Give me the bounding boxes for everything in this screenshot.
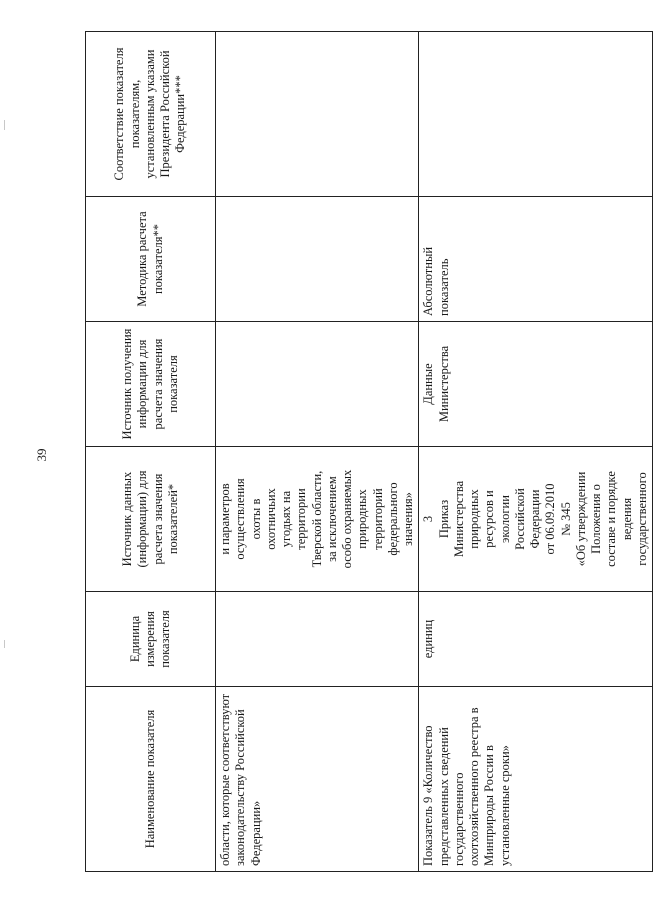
cell-line: охоты в [248, 498, 263, 540]
cell-unit [216, 592, 419, 687]
cell-line: и параметров [218, 483, 232, 555]
header-source-data: Источник данных (информации) для расчета значения показателей* [86, 447, 216, 592]
cell-line: федерального [385, 482, 400, 556]
table-row [419, 32, 653, 872]
cell-line: природных [467, 489, 481, 549]
cell-line: Положения о [589, 484, 603, 554]
cell-line: охотничьих [263, 488, 278, 550]
table-header-row [86, 32, 216, 872]
scan-mark [4, 120, 5, 130]
cell-line: Министерства [451, 480, 466, 558]
cell-source-info: Данные Министерства [419, 322, 653, 447]
header-compliance: Соответствие показателя показателям, установленным указами Президента Российской Федерации*** [86, 32, 216, 197]
header-method: Методика расчета показателя** [86, 197, 216, 322]
cell-indicator-name: области, которые соответствуют законодательству Российской Федерации» [216, 687, 419, 872]
cell-line: за исключением [324, 476, 339, 562]
cell-line: Федерации [528, 489, 542, 549]
cell-line: ведения [619, 497, 634, 541]
indicator-table-container [85, 32, 649, 872]
cell-line: ресурсов и [482, 490, 497, 548]
cell-line: № 345 [558, 502, 573, 536]
cell-line: природных [355, 489, 370, 549]
cell-line: 3 [421, 515, 436, 523]
cell-line: от 06.09.2010 [543, 483, 558, 555]
cell-line: Тверской области, [309, 470, 324, 568]
cell-line: территории [294, 488, 309, 550]
cell-line: «Об утверждении [573, 471, 588, 567]
scan-mark [4, 640, 5, 648]
cell-line: территорий [370, 488, 385, 550]
cell-line: Приказ [436, 499, 451, 539]
page-number: 39 [34, 448, 49, 462]
cell-compliance [216, 32, 419, 197]
cell-unit: единиц [419, 592, 653, 687]
indicator-table-rotated [85, 32, 649, 872]
cell-line: угодьях на [279, 490, 293, 548]
cell-line: осуществления [233, 478, 248, 560]
cell-compliance [419, 32, 653, 197]
cell-line: составе и порядке [604, 471, 619, 567]
cell-source-info [216, 322, 419, 447]
cell-line: государственного [634, 472, 649, 566]
header-unit: Единица измерения показателя [86, 592, 216, 687]
indicator-table [85, 31, 653, 872]
cell-line: особо охраняемых [340, 469, 354, 569]
header-source-info: Источник получения информации для расчета значения показателя [86, 322, 216, 447]
cell-indicator-name: Показатель 9 «Количество представленных сведений государственного охотхозяйственного реестра в Минприроды России в установленные сроки» [419, 687, 653, 872]
cell-source-data [419, 447, 653, 592]
table-row [216, 32, 419, 872]
cell-method [216, 197, 419, 322]
header-indicator-name: Наименование показателя [86, 687, 216, 872]
cell-line: Российской [512, 488, 527, 550]
cell-line: значения» [401, 492, 415, 546]
cell-line: экологии [497, 495, 512, 543]
cell-source-data [216, 447, 419, 592]
cell-method: Абсолютный показатель [419, 197, 653, 322]
